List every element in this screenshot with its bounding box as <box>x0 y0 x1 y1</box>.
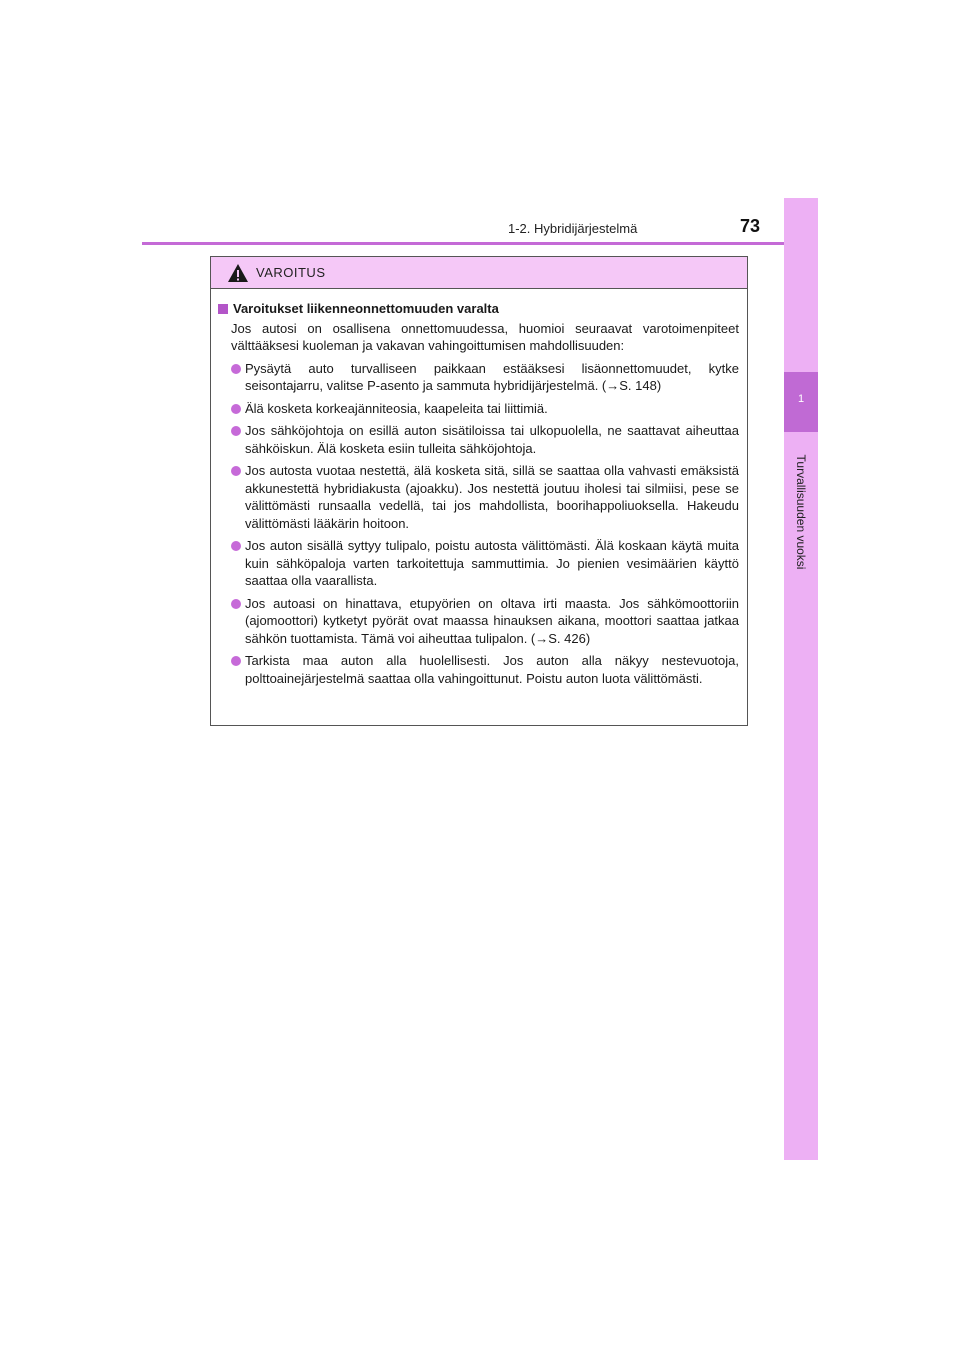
list-item <box>231 360 739 395</box>
circle-bullet-icon <box>231 466 241 476</box>
circle-bullet-icon <box>231 541 241 551</box>
list-item <box>231 422 739 457</box>
chapter-side-tab <box>784 198 818 1160</box>
circle-bullet-icon <box>231 426 241 436</box>
list-item <box>231 652 739 687</box>
warning-intro: Jos autosi on osallisena onnettomuudessa, huomioi seuraavat varotoimenpiteet välttääksesi kuoleman ja vakavan vahingoittumisen mahdollisuuden: <box>231 320 739 353</box>
list-item-text: Pysäytä auto turvalliseen paikkaan estääksesi lisäonnettomuudet, kytke seisontajarru, valitse P-asento ja sammuta hybridijärjestelmä. (→S. 148) <box>245 360 739 393</box>
warning-title: VAROITUS <box>256 265 326 280</box>
chapter-number: 1 <box>797 393 805 405</box>
square-bullet-icon <box>218 304 228 314</box>
list-item-text: Jos autoasi on hinattava, etupyörien on oltava irti maasta. Jos sähkömoottoriin (ajomoottori) kytketyt pyörät ovat maassa hinauksen aikana, moottori saattaa jatkaa sähkön tuottamista. Tämä voi aiheuttaa tulipalon. (→S. 426) <box>245 595 739 646</box>
chapter-title: Turvallisuuden vuoksi <box>794 454 808 570</box>
list-item <box>231 462 739 532</box>
warning-subheading <box>218 300 739 318</box>
list-item-text: Tarkista maa auton alla huolellisesti. Jos auton alla näkyy nestevuotoja, polttoainejärjestelmä saattaa olla vahingoittunut. Poistu auton luota välittömästi. <box>245 653 739 686</box>
warning-triangle-icon <box>227 263 249 283</box>
circle-bullet-icon <box>231 599 241 609</box>
list-item <box>231 400 739 418</box>
circle-bullet-icon <box>231 656 241 666</box>
section-title: 1-2. Hybridijärjestelmä <box>508 221 638 236</box>
header-divider <box>142 242 818 245</box>
circle-bullet-icon <box>231 404 241 414</box>
list-item <box>231 595 739 648</box>
warning-body <box>211 289 747 687</box>
list-item-text: Jos autosta vuotaa nestettä, älä kosketa sitä, sillä se saattaa olla vahvasti emäksistä akkunestettä hybridiakusta (ajoakku). Jos nestettä joutuu iholesi tai silmiisi, pese se välittömästi runsaalla vedellä, tai jos mahdollista, boorihappoliuoksella. Hakeudu välittömästi lääkärin hoitoon. <box>245 463 739 531</box>
warning-header <box>211 257 747 289</box>
list-item-text: Jos sähköjohtoja on esillä auton sisätiloissa tai ulkopuolella, ne saattavat aiheuttaa sähköiskun. Älä kosketa esiin tulleita sähköjohtoja. <box>245 423 739 456</box>
warning-box <box>210 256 748 726</box>
list-item-text: Jos auton sisällä syttyy tulipalo, poistu autosta välittömästi. Älä koskaan käytä muita kuin sähköpaloja varten tarkoitettuja sammuttimia. Jo pienien vesimäärien käyttö saattaa olla vaarallista. <box>245 538 739 588</box>
list-item <box>231 537 739 590</box>
list-item-text: Älä kosketa korkeajänniteosia, kaapeleita tai liittimiä. <box>245 400 548 416</box>
warning-subheading-text: Varoitukset liikenneonnettomuuden varalta <box>233 301 499 316</box>
page-number: 73 <box>740 216 761 236</box>
circle-bullet-icon <box>231 364 241 374</box>
